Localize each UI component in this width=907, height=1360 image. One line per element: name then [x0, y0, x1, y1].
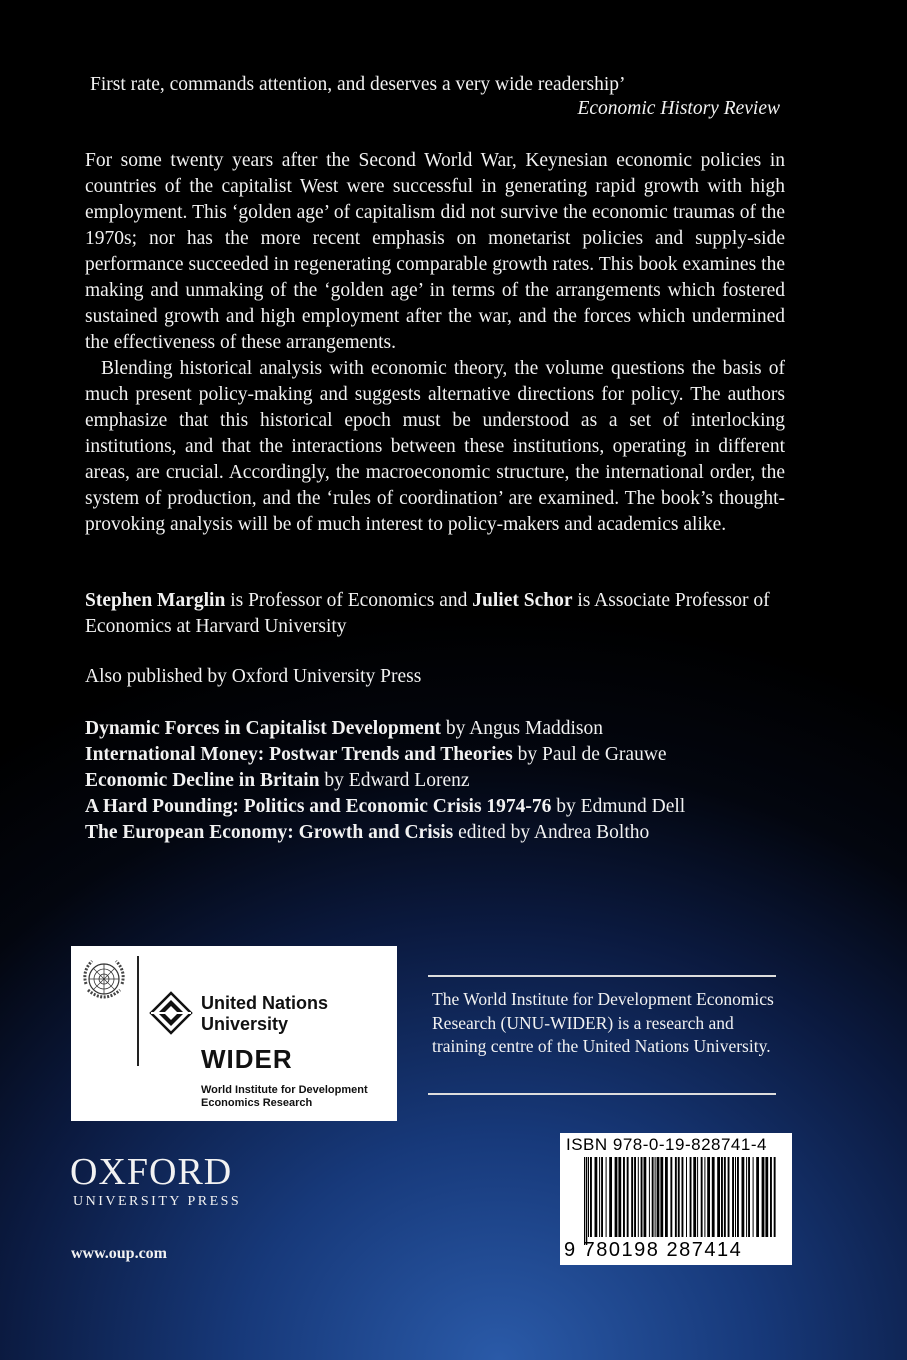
author-bio-mid: is Professor of Economics and: [225, 590, 473, 611]
divider-bottom: [428, 1093, 776, 1095]
related-book: [85, 794, 685, 820]
book-title: A Hard Pounding: Politics and Economic Crisis 1974-76: [85, 796, 552, 817]
book-author: by Edward Lorenz: [319, 770, 470, 791]
related-book: [85, 820, 685, 846]
publisher-url: www.oup.com: [71, 1245, 168, 1262]
isbn-text: ISBN 978-0-19-828741-4: [566, 1135, 767, 1154]
un-emblem-icon: [79, 954, 129, 1004]
author-bio-tail: is Associate Professor of Economics at Harvard University: [85, 590, 770, 637]
blurb-paragraph-2: Blending historical analysis with economic theory, the volume questions the basis of much present policy-making and suggests alternative directions for policy. The authors emphasize that this historical epoch must be understood as a set of interlocking institutions, and that the interactions between these institutions, operating in different areas, are crucial. Accordingly, the macroeconomic structure, the international order, the system of production, and the ‘rules of coordination’ are examined. The book’s thought-provoking analysis will be of much interest to policy-makers and academics alike.: [85, 358, 785, 535]
related-book: [85, 742, 685, 768]
book-title: The European Economy: Growth and Crisis: [85, 822, 454, 843]
unu-name: [201, 993, 328, 1035]
book-author: by Paul de Grauwe: [512, 744, 667, 765]
wider-description: The World Institute for Development Economics Research (UNU-WIDER) is a research and training centre of the United Nations University.: [432, 989, 774, 1056]
book-title: Dynamic Forces in Capitalist Development: [85, 718, 442, 739]
wider-wordmark: WIDER: [201, 1044, 293, 1074]
related-book: [85, 716, 685, 742]
wider-fullname-line-2: Economics Research: [201, 1097, 313, 1109]
wider-fullname-line-1: World Institute for Development: [201, 1084, 368, 1096]
barcode-digits: 9 780198 287414: [564, 1239, 743, 1261]
university-press-label: UNIVERSITY PRESS: [73, 1194, 242, 1209]
logo-divider: [137, 956, 139, 1066]
description-blurb: [85, 148, 785, 538]
divider-top: [428, 975, 776, 977]
blurb-paragraph-1: For some twenty years after the Second World War, Keynesian economic policies in countries of the capitalist West were successful in generating rapid growth with high employment. This ‘golden age’ of capitalism did not survive the economic traumas of the 1970s; nor has the more recent emphasis on monetarist policies and supply-side performance succeeded in regenerating comparable growth rates. This book examines the making and unmaking of the ‘golden age’ in terms of the arrangements which fostered sustained growth and high employment after the war, and the forces which undermined the effectiveness of these arrangements.: [85, 150, 785, 353]
book-author: by Edmund Dell: [551, 796, 686, 817]
unu-wider-logo: [71, 946, 397, 1121]
unu-mark-icon: [149, 991, 193, 1035]
book-title: Economic Decline in Britain: [85, 770, 320, 791]
barcode-bars: [584, 1157, 780, 1245]
related-book: [85, 768, 685, 794]
book-author: by Angus Maddison: [441, 718, 604, 739]
related-books-list: [85, 716, 685, 846]
review-source: Economic History Review: [577, 98, 780, 119]
author-1-name: Stephen Marglin: [85, 590, 226, 611]
unu-line-2: University: [201, 1014, 289, 1034]
unu-line-1: United Nations: [201, 993, 329, 1013]
book-author: edited by Andrea Boltho: [453, 822, 650, 843]
isbn-barcode: [560, 1133, 792, 1265]
book-title: International Money: Postwar Trends and Theories: [85, 744, 513, 765]
author-bio: [85, 588, 795, 640]
wider-fullname: [201, 1084, 368, 1110]
author-2-name: Juliet Schor: [472, 590, 573, 611]
also-published-heading: Also published by Oxford University Press: [85, 666, 422, 687]
review-quote: First rate, commands attention, and deserves a very wide readership’: [90, 74, 626, 95]
oxford-wordmark: OXFORD: [70, 1151, 233, 1193]
